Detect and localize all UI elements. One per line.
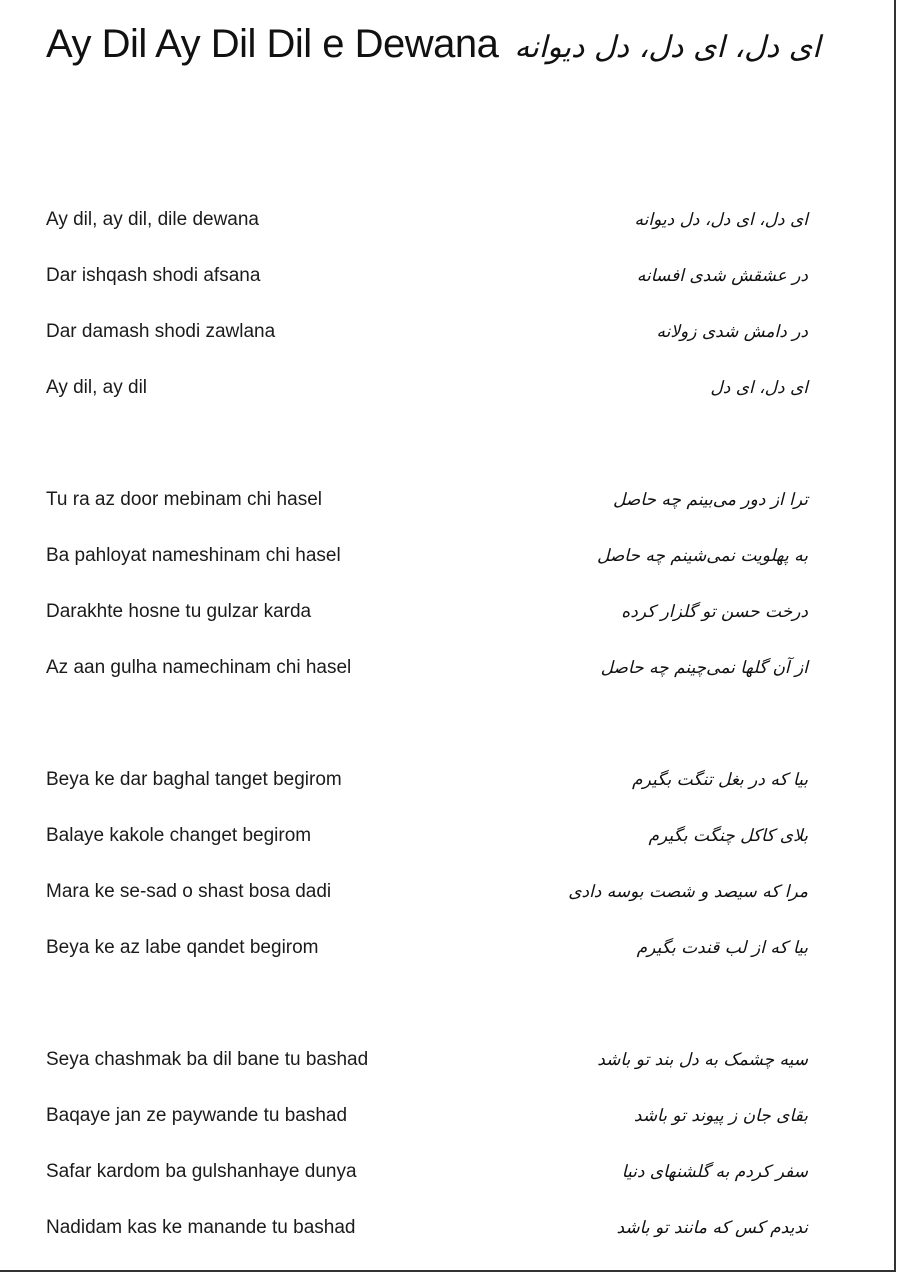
lyric-latin: Az aan gulha namechinam chi hasel (46, 657, 352, 678)
title-persian: ای دل، ای دل، دل دیوانه (514, 30, 821, 65)
lyric-line (46, 933, 808, 963)
lyric-line (46, 1213, 808, 1243)
lyric-latin: Ay dil, ay dil, dile dewana (46, 209, 259, 230)
lyric-line (46, 653, 808, 683)
lyric-persian: سیه چشمک به دل بند تو باشد (597, 1050, 808, 1070)
lyric-persian: درخت حسن تو گلزار کرده (621, 602, 808, 622)
page-title (46, 22, 821, 67)
lyric-line (46, 1045, 808, 1075)
lyric-line (46, 877, 808, 907)
lyric-latin: Dar ishqash shodi afsana (46, 265, 261, 286)
lyric-persian: در دامش شدی زولانه (656, 322, 808, 342)
lyric-latin: Beya ke dar baghal tanget begirom (46, 769, 342, 790)
lyric-persian: مرا که سیصد و شصت بوسه دادی (568, 882, 808, 902)
lyric-persian: بیا که در بغل تنگت بگیرم (632, 770, 808, 790)
lyric-line (46, 1101, 808, 1131)
lyric-latin: Safar kardom ba gulshanhaye dunya (46, 1161, 357, 1182)
lyric-persian: بقای جان ز پیوند تو باشد (633, 1106, 808, 1126)
lyric-latin: Seya chashmak ba dil bane tu bashad (46, 1049, 369, 1070)
lyric-persian: ترا از دور می‌بینم چه حاصل (613, 490, 808, 510)
lyric-latin: Dar damash shodi zawlana (46, 321, 276, 342)
lyric-persian: به پهلویت نمی‌شینم چه حاصل (596, 546, 808, 566)
lyric-persian: ای دل، ای دل، دل دیوانه (634, 210, 808, 230)
lyric-latin: Ay dil, ay dil (46, 377, 148, 398)
lyric-persian: بلای کاکل چنگت بگیرم (648, 826, 808, 846)
title-latin: Ay Dil Ay Dil Dil e Dewana (46, 22, 499, 66)
lyric-line (46, 821, 808, 851)
lyric-latin: Tu ra az door mebinam chi hasel (46, 489, 322, 510)
lyric-persian: از آن گلها نمی‌چینم چه حاصل (600, 658, 808, 678)
lyric-line (46, 541, 808, 571)
lyric-line (46, 485, 808, 515)
lyric-line (46, 597, 808, 627)
lyric-persian: در عشقش شدی افسانه (636, 266, 808, 286)
lyric-latin: Nadidam kas ke manande tu bashad (46, 1217, 356, 1238)
lyric-line (46, 261, 808, 291)
lyric-line (46, 373, 808, 403)
lyric-latin: Ba pahloyat nameshinam chi hasel (46, 545, 341, 566)
lyric-line (46, 765, 808, 795)
lyric-latin: Beya ke az labe qandet begirom (46, 937, 319, 958)
lyric-line (46, 205, 808, 235)
lyric-latin: Darakhte hosne tu gulzar karda (46, 601, 312, 622)
lyric-latin: Baqaye jan ze paywande tu bashad (46, 1105, 348, 1126)
lyric-line (46, 1157, 808, 1187)
lyric-persian: ای دل، ای دل (710, 378, 808, 398)
lyric-persian: ندیدم کس که مانند تو باشد (616, 1218, 808, 1238)
lyric-persian: سفر کردم به گلشنهای دنیا (621, 1162, 808, 1182)
lyric-line (46, 317, 808, 347)
lyric-persian: بیا که از لب قندت بگیرم (636, 938, 808, 958)
lyric-latin: Mara ke se-sad o shast bosa dadi (46, 881, 332, 902)
lyric-latin: Balaye kakole changet begirom (46, 825, 312, 846)
